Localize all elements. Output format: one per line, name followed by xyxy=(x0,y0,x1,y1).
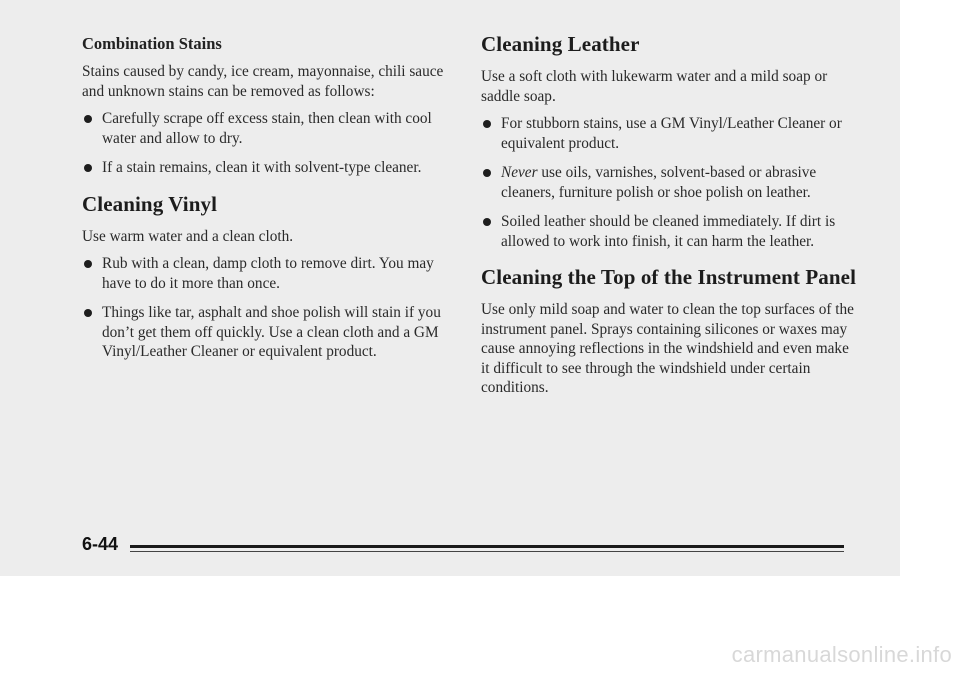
list-item-text: Rub with a clean, damp cloth to remove dirt. You may have to do it more than once. xyxy=(102,255,434,292)
list-item xyxy=(82,254,462,293)
footer-rule xyxy=(130,545,844,548)
list-item-text: Things like tar, asphalt and shoe polish will stain if you don’t get them off quickly. Use a clean cloth and a GM Vinyl/Leather Cleaner or equivalent product. xyxy=(102,304,441,360)
bullet-icon xyxy=(84,164,92,172)
combination-stains-list xyxy=(82,109,462,178)
combination-stains-heading: Combination Stains xyxy=(82,34,222,53)
never-emphasis: Never xyxy=(501,164,538,181)
list-item xyxy=(481,114,861,153)
list-item xyxy=(82,158,462,178)
list-item-text: For stubborn stains, use a GM Vinyl/Leather Cleaner or equivalent product. xyxy=(501,115,842,152)
cleaning-vinyl-intro: Use warm water and a clean cloth. xyxy=(82,227,294,245)
bullet-icon xyxy=(483,169,491,177)
cleaning-vinyl-list xyxy=(82,254,462,362)
list-item xyxy=(82,303,462,362)
right-column xyxy=(481,32,861,406)
list-item-text: Carefully scrape off excess stain, then clean with cool water and allow to dry. xyxy=(102,110,432,147)
cleaning-leather-heading: Cleaning Leather xyxy=(481,32,640,56)
combination-stains-intro: Stains caused by candy, ice cream, mayonnaise, chili sauce and unknown stains can be removed as follows: xyxy=(82,63,444,100)
bullet-icon xyxy=(84,115,92,123)
footer-rule-thin xyxy=(130,551,844,552)
list-item-text: If a stain remains, clean it with solvent-type cleaner. xyxy=(102,159,422,176)
page-footer xyxy=(82,534,844,564)
list-item xyxy=(481,163,861,202)
cleaning-vinyl-heading: Cleaning Vinyl xyxy=(82,191,218,216)
instrument-panel-text: Use only mild soap and water to clean the top surfaces of the instrument panel. Sprays containing silicones or waxes may cause annoying reflections in the windshield and even make it difficult to see through the windshield under certain conditions. xyxy=(481,301,854,396)
watermark: carmanualsonline.info xyxy=(731,642,952,667)
cleaning-leather-list xyxy=(481,114,861,251)
bullet-icon xyxy=(483,120,491,128)
list-item xyxy=(481,212,861,251)
instrument-panel-heading: Cleaning the Top of the Instrument Panel xyxy=(481,265,857,289)
list-item-text: Soiled leather should be cleaned immediately. If dirt is allowed to work into finish, it can harm the leather. xyxy=(501,213,836,250)
bullet-icon xyxy=(84,309,92,317)
bullet-icon xyxy=(84,260,92,268)
left-column xyxy=(82,32,462,372)
list-item xyxy=(82,109,462,148)
page-number: 6-44 xyxy=(82,534,119,554)
cleaning-leather-intro: Use a soft cloth with lukewarm water and a mild soap or saddle soap. xyxy=(481,68,828,105)
list-item-text: use oils, varnishes, solvent-based or abrasive cleaners, furniture polish or shoe polish on leather. xyxy=(501,164,817,201)
bullet-icon xyxy=(483,218,491,226)
